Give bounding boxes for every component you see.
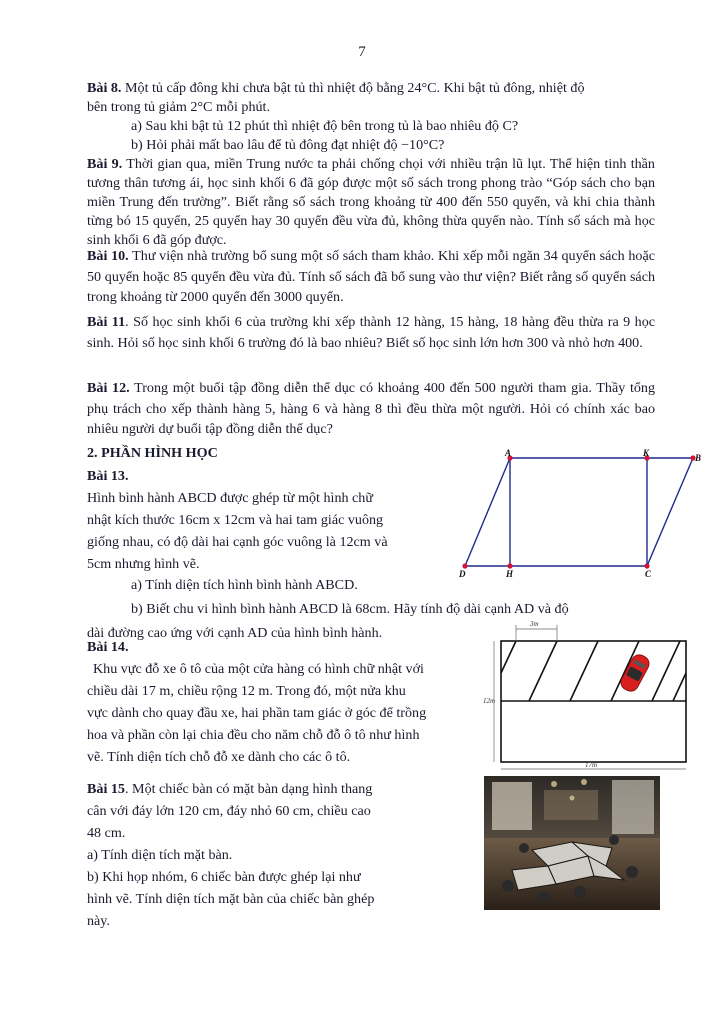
- exercise-14-line4: hoa và phần còn lại chia đều cho năm chỗ đỗ ô tô như hình: [87, 727, 420, 743]
- exercise-13-line4: 5cm nhưng hình vẽ.: [87, 556, 200, 572]
- label-d: D: [459, 569, 466, 579]
- exercise-10-text: Thư viện nhà trường bổ sung một số sách tham khảo. Khi xếp mỗi ngăn 34 quyển sách hoặc 50 quyển hoặc 85 quyển đều vừa đủ. Tính số sách đã bổ sung vào thư viện? Biết rằng số quyển sách trong khoảng từ 2000 quyển đến 3000 quyển.: [87, 248, 655, 306]
- exercise-8-line1: Một tủ cấp đông khi chưa bật tủ thì nhiệt độ bằng 24°C. Khi bật tủ đông, nhiệt độ: [121, 80, 585, 96]
- exercise-15-part-b2: hình vẽ. Tính diện tích mặt bàn của chiếc bàn ghép: [87, 891, 375, 907]
- exercise-8-line2: bên trong tủ giảm 2°C mỗi phút.: [87, 99, 270, 115]
- label-h: H: [506, 569, 514, 579]
- exercise-11: [87, 312, 655, 353]
- label-b: B: [695, 453, 702, 463]
- exercise-12: [87, 378, 655, 440]
- grouped-tables-photo: [484, 776, 660, 910]
- exercise-14-line2: chiều dài 17 m, chiều rộng 12 m. Trong đó, một nửa khu: [87, 683, 406, 699]
- exercise-13: [87, 465, 447, 575]
- exercise-13-part-b1: b) Biết chu vi hình bình hành ABCD là 68cm. Hãy tính độ dài cạnh AD và độ: [131, 601, 569, 617]
- exercise-9-text: Thời gian qua, miền Trung nước ta phải chống chọi với nhiều trận lũ lụt. Thể hiện tinh thần tương thân tương ái, học sinh khối 6 đã góp được một số sách trong phong trào “Góp sách cho bạn miền Trung đến trường”. Biết rằng số sách trong khoảng từ 400 đến 550 quyển, và khi chia thành từng bó 15 quyển, 25 quyển hay 30 quyển đều vừa đủ, không thừa quyển nào. Tính số sách mà học sinh khối 6 đã góp được.: [87, 156, 655, 248]
- label-k: K: [643, 448, 650, 458]
- exercise-13-line1: Hình bình hành ABCD được ghép từ một hình chữ: [87, 490, 373, 506]
- exercise-13-part-a: a) Tính diện tích hình bình hành ABCD.: [131, 577, 358, 593]
- point-c: [644, 563, 649, 568]
- exercise-9-label: Bài 9.: [87, 156, 123, 172]
- exercise-8: [87, 79, 655, 155]
- parallelogram-abcd: [465, 458, 693, 566]
- label-c: C: [645, 569, 652, 579]
- exercise-13-line3: giống nhau, có độ dài hai cạnh góc vuông là 12cm và: [87, 534, 388, 550]
- exercise-13-label: Bài 13.: [87, 468, 129, 484]
- label-17m: 17m: [585, 761, 598, 769]
- exercise-15-label: Bài 15: [87, 781, 125, 797]
- exercise-14-line3: vực dành cho quay đầu xe, hai phần tam giác ở góc để trồng: [87, 705, 427, 721]
- exercise-14-line5: vẽ. Tính diện tích chỗ đỗ xe dành cho các ô tô.: [87, 749, 351, 765]
- exercise-15-part-a: a) Tính diện tích mặt bàn.: [87, 847, 233, 863]
- exercise-8-part-a: a) Sau khi bật tủ 12 phút thì nhiệt độ bên trong tủ là bao nhiêu độ C?: [131, 118, 519, 134]
- exercise-15-part-b1: b) Khi họp nhóm, 6 chiếc bàn được ghép lại như: [87, 869, 361, 885]
- exercise-13-line2: nhật kích thước 16cm x 12cm và hai tam giác vuông: [87, 512, 384, 528]
- parallelogram-figure: [455, 446, 710, 581]
- exercise-13-part-b2: dài đường cao ứng với cạnh AD của hình bình hành.: [87, 625, 383, 641]
- parking-divider-4: [652, 641, 680, 701]
- section-heading-geometry: 2. PHẦN HÌNH HỌC: [87, 445, 218, 461]
- exercise-14: [87, 636, 467, 768]
- exercise-12-label: Bài 12.: [87, 380, 130, 396]
- page-number: 7: [358, 44, 366, 60]
- exercise-14-label: Bài 14.: [87, 639, 129, 655]
- point-h: [507, 563, 512, 568]
- parking-lot-figure: [485, 615, 695, 773]
- exercise-8-label: Bài 8.: [87, 80, 122, 96]
- parking-divider-1: [529, 641, 557, 701]
- label-3m: 3m: [530, 620, 539, 628]
- corner-triangle-right: [673, 673, 686, 701]
- exercise-15-line2: cân với đáy lớn 120 cm, đáy nhỏ 60 cm, chiều cao: [87, 803, 371, 819]
- exercise-15-line1: . Một chiếc bàn có mặt bàn dạng hình thang: [124, 781, 373, 797]
- exercise-12-text: Trong một buổi tập đồng diễn thể dục có khoảng 400 đến 500 người tham gia. Thầy tổng phụ trách cho xếp thành hàng 5, hàng 6 và hàng 8 thì đều thừa một người. Hỏi có chính xác bao nhiêu người dự buổi tập đồng diễn thể dục?: [87, 380, 655, 438]
- exercise-14-line1: Khu vực đỗ xe ô tô của một cửa hàng có hình chữ nhật với: [93, 661, 424, 677]
- exercise-10: [87, 246, 655, 308]
- exercise-11-text: . Số học sinh khối 6 của trường khi xếp thành 12 hàng, 15 hàng, 18 hàng đều thừa ra 9 học sinh. Hỏi số học sinh khối 6 trường đó là bao nhiêu? Biết số học sinh lớn hơn 300 và nhỏ hơn 400.: [87, 314, 656, 351]
- label-a: A: [505, 448, 512, 458]
- point-d: [462, 563, 467, 568]
- exercise-15: [87, 778, 467, 932]
- exercise-11-label: Bài 11: [87, 314, 126, 330]
- exercise-9: [87, 155, 655, 250]
- exercise-8-part-b: b) Hỏi phải mất bao lâu để tủ đông đạt nhiệt độ −10°C?: [131, 137, 445, 153]
- corner-triangle-left: [501, 641, 516, 673]
- label-12m: 12m: [483, 697, 496, 705]
- exercise-15-part-b3: này.: [87, 913, 110, 929]
- exercise-15-line3: 48 cm.: [87, 825, 126, 841]
- exercise-10-label: Bài 10.: [87, 248, 129, 264]
- parking-divider-2: [570, 641, 598, 701]
